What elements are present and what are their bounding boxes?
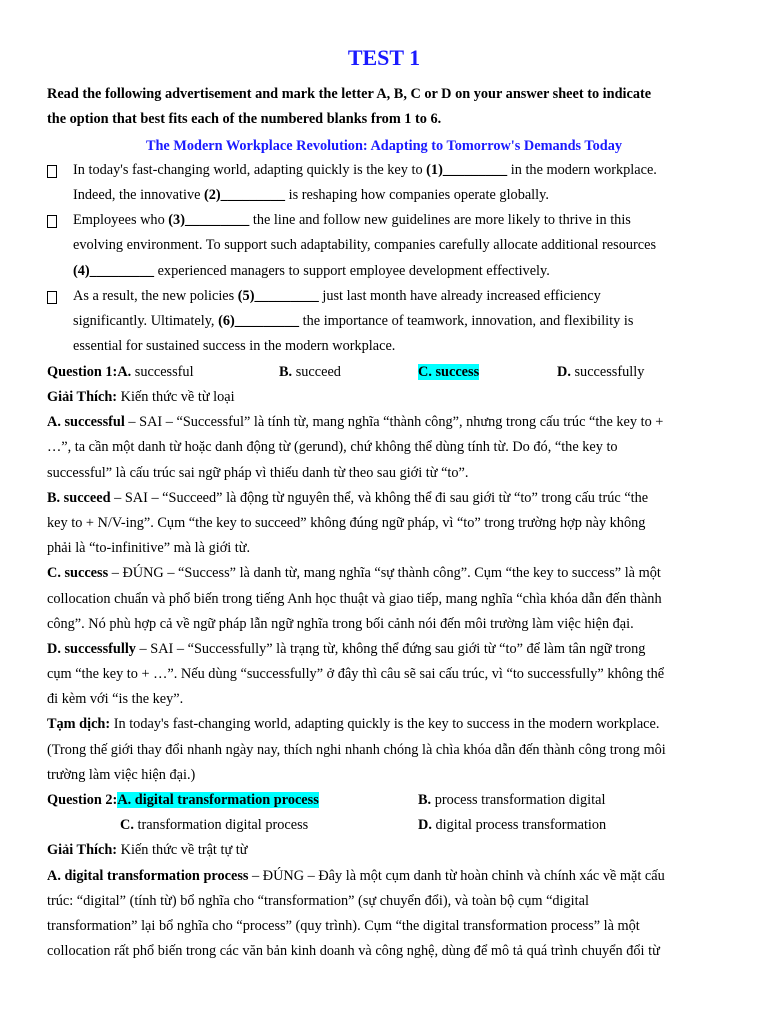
q2-option-c: C. transformation digital process: [120, 817, 309, 833]
q1-option-a: Question 1:A. successful: [47, 364, 194, 380]
q2-giai-thich: Giải Thích: Kiến thức về trật tự từ: [47, 842, 248, 858]
blank-3: (3)_________: [168, 212, 250, 228]
q1-exp-d-line-3: đi kèm với “is the key”.: [47, 691, 184, 707]
q1-exp-b-line-1: B. succeed – SAI – “Succeed” là động từ nguyên thể, và không thể đi sau giới từ “to” trong cấu trúc “the: [47, 490, 649, 506]
q2-exp-a-line-1: A. digital transformation process – ĐÚNG – Đây là một cụm danh từ hoàn chỉnh và chính xác về mặt cấu: [47, 868, 665, 884]
page-title: TEST 1: [347, 45, 421, 70]
passage-p1-line-2: Indeed, the innovative (2)_________ is reshaping how companies operate globally.: [73, 187, 549, 203]
passage-p2-line-1: Employees who (3)_________ the line and follow new guidelines are more likely to thrive in this: [73, 212, 631, 228]
q2-option-d: D. digital process transformation: [418, 817, 607, 833]
q1-translation-line-1: Tạm dịch: In today's fast-changing world, adapting quickly is the key to success in the modern workplace.: [47, 716, 660, 732]
q1-option-c-correct: C. success: [418, 364, 480, 380]
q1-translation-line-3: trường làm việc hiện đại.): [47, 767, 196, 783]
q2-option-a-correct: Question 2:A. digital transformation process: [47, 792, 319, 808]
q2-exp-a-line-3: transformation” lại bổ nghĩa cho “process” (quy trình). Cụm “the digital transformation process” là một: [47, 918, 640, 934]
q1-exp-c-line-3: công”. Nó phù hợp cả về ngữ pháp lẫn ngữ nghĩa trong bối cảnh nói đến môi trường làm việc hiện đại.: [47, 616, 634, 632]
q1-exp-d-line-1: D. successfully – SAI – “Successfully” là trạng từ, không thể đứng sau giới từ “to” để làm tân ngữ trong: [47, 641, 646, 657]
question-2-label: Question 2:: [47, 792, 118, 808]
q1-exp-a-line-2: …”, ta cần một danh từ hoặc danh động từ (gerund), chứ không thể dùng tính từ. Do đó, “the key to: [47, 439, 618, 455]
passage-p2-line-2: evolving environment. To support such adaptability, companies carefully allocate additional resources: [73, 237, 657, 253]
q1-giai-thich: Giải Thích: Kiến thức về từ loại: [47, 389, 235, 405]
blank-5: (5)_________: [237, 288, 319, 304]
passage-p3-line-1: As a result, the new policies (5)_________ just last month have already increased efficiency: [73, 288, 601, 304]
instruction-line-2: the option that best fits each of the numbered blanks from 1 to 6.: [47, 111, 442, 127]
q2-exp-a-line-4: collocation rất phổ biến trong các văn bản kinh doanh và công nghệ, dùng để mô tả quá trình chuyển đổi từ: [47, 943, 660, 959]
passage-p1-line-1: In today's fast-changing world, adapting quickly is the key to (1)_________ in the modern workplace.: [73, 162, 657, 178]
blank-2: (2)_________: [204, 187, 286, 203]
passage-p2-line-3: (4)_________ experienced managers to support employee development effectively.: [73, 263, 550, 279]
q1-exp-c-line-2: collocation chuẩn và phổ biến trong tiếng Anh học thuật và giao tiếp, mang nghĩa “chìa khóa dẫn đến thành: [47, 591, 662, 607]
q1-option-d: D. successfully: [557, 364, 645, 380]
passage-p3-line-2: significantly. Ultimately, (6)_________ the importance of teamwork, innovation, and flexibility is: [73, 313, 634, 329]
passage-p3-line-3: essential for sustained success in the modern workplace.: [73, 338, 396, 354]
blank-4: (4)_________: [73, 263, 155, 279]
instruction-line-1: Read the following advertisement and mark the letter A, B, C or D on your answer sheet to indicate: [47, 86, 652, 102]
q2-option-b: B. process transformation digital: [418, 792, 606, 808]
bullet-icon: [47, 165, 57, 178]
passage-heading: The Modern Workplace Revolution: Adapting to Tomorrow's Demands Today: [145, 138, 623, 154]
blank-6: (6)_________: [218, 313, 300, 329]
q2-exp-a-line-2: trúc: “digital” (tính từ) bổ nghĩa cho “transformation” (sự chuyển đổi), và toàn bộ cụm “digital: [47, 893, 589, 909]
question-1-label: Question 1:: [47, 364, 118, 380]
q1-exp-c-line-1: C. success – ĐÚNG – “Success” là danh từ, mang nghĩa “sự thành công”. Cụm “the key to success” là một: [47, 565, 661, 581]
q1-exp-d-line-2: cụm “the key to + …”. Nếu dùng “successfully” ở đây thì câu sẽ sai cấu trúc, vì “to successfully” không thể: [47, 666, 665, 682]
bullet-icon: [47, 291, 57, 304]
blank-1: (1)_________: [426, 162, 508, 178]
q1-exp-a-line-3: successful” là cấu trúc sai ngữ pháp vì thiếu danh từ theo sau giới từ “to”.: [47, 465, 469, 481]
q1-translation-line-2: (Trong thế giới thay đổi nhanh ngày nay, thích nghi nhanh chóng là chìa khóa dẫn đến thành công trong môi: [47, 742, 666, 758]
q1-exp-b-line-3: phải là “to-infinitive” mà là giới từ.: [47, 540, 251, 556]
q1-exp-a-line-1: A. successful – SAI – “Successful” là tính từ, mang nghĩa “thành công”, nhưng trong cấu trúc “the key to +: [47, 414, 664, 430]
bullet-icon: [47, 215, 57, 228]
q1-exp-b-line-2: key to + N/V-ing”. Cụm “the key to succeed” không đúng ngữ pháp, vì “to” trong trường hợp này không: [47, 515, 646, 531]
q1-option-b: B. succeed: [279, 364, 341, 380]
